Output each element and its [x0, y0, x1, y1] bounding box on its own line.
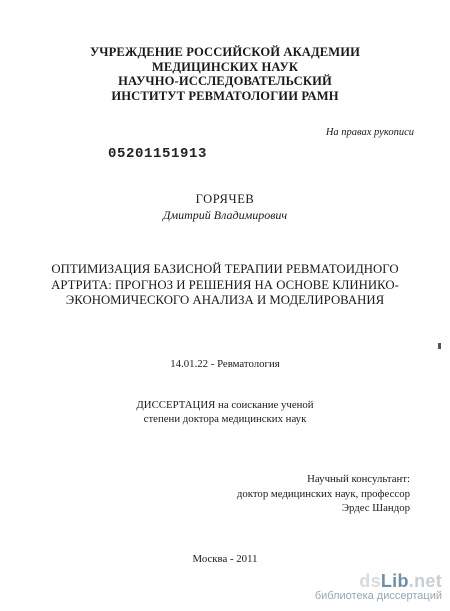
watermark-logo-part: ds: [359, 571, 381, 591]
watermark-logo-part: .net: [408, 571, 442, 591]
author-name: Дмитрий Владимирович: [162, 208, 288, 222]
rights-note: На правах рукописи: [325, 127, 414, 138]
author-surname: ГОРЯЧЕВ: [195, 192, 255, 206]
title-line: ЭКОНОМИЧЕСКОГО АНАЛИЗА И МОДЕЛИРОВАНИЯ: [65, 293, 385, 307]
title-line: АРТРИТА: ПРОГНОЗ И РЕШЕНИЯ НА ОСНОВЕ КЛИНИКО-: [51, 277, 399, 292]
registration-number: 05201151913: [108, 146, 208, 162]
specialty-code: 14.01.22 - Ревматология: [170, 358, 280, 370]
consultant-degree: доктор медицинских наук, профессор: [236, 487, 410, 500]
city-year: Москва - 2011: [192, 553, 258, 565]
institution-line: МЕДИЦИНСКИХ НАУК: [151, 59, 299, 74]
watermark-logo-part: Lib: [380, 571, 409, 591]
dissertation-type: [0, 398, 450, 426]
dissertation-line: ДИССЕРТАЦИЯ на соискание ученой: [136, 399, 314, 411]
consultant-name: Эрдес Шандор: [341, 502, 410, 514]
consultant-label: Научный консультант:: [307, 473, 410, 485]
scan-speck: [438, 343, 441, 349]
watermark-subtitle: библиотека диссертаций: [314, 590, 442, 602]
institution-header: [0, 45, 450, 103]
dissertation-line: степени доктора медицинских наук: [143, 413, 307, 425]
watermark-logo: [315, 572, 442, 590]
institution-line: НАУЧНО-ИССЛЕДОВАТЕЛЬСКИЙ: [118, 74, 332, 88]
institution-line: УЧРЕЖДЕНИЕ РОССИЙСКОЙ АКАДЕМИИ: [89, 45, 361, 59]
institution-line: ИНСТИТУТ РЕВМАТОЛОГИИ РАМН: [111, 88, 339, 103]
watermark: [315, 572, 442, 603]
title-line: ОПТИМИЗАЦИЯ БАЗИСНОЙ ТЕРАПИИ РЕВМАТОИДНОГО: [51, 262, 399, 276]
dissertation-title: [0, 262, 450, 309]
scientific-consultant: [237, 472, 410, 516]
